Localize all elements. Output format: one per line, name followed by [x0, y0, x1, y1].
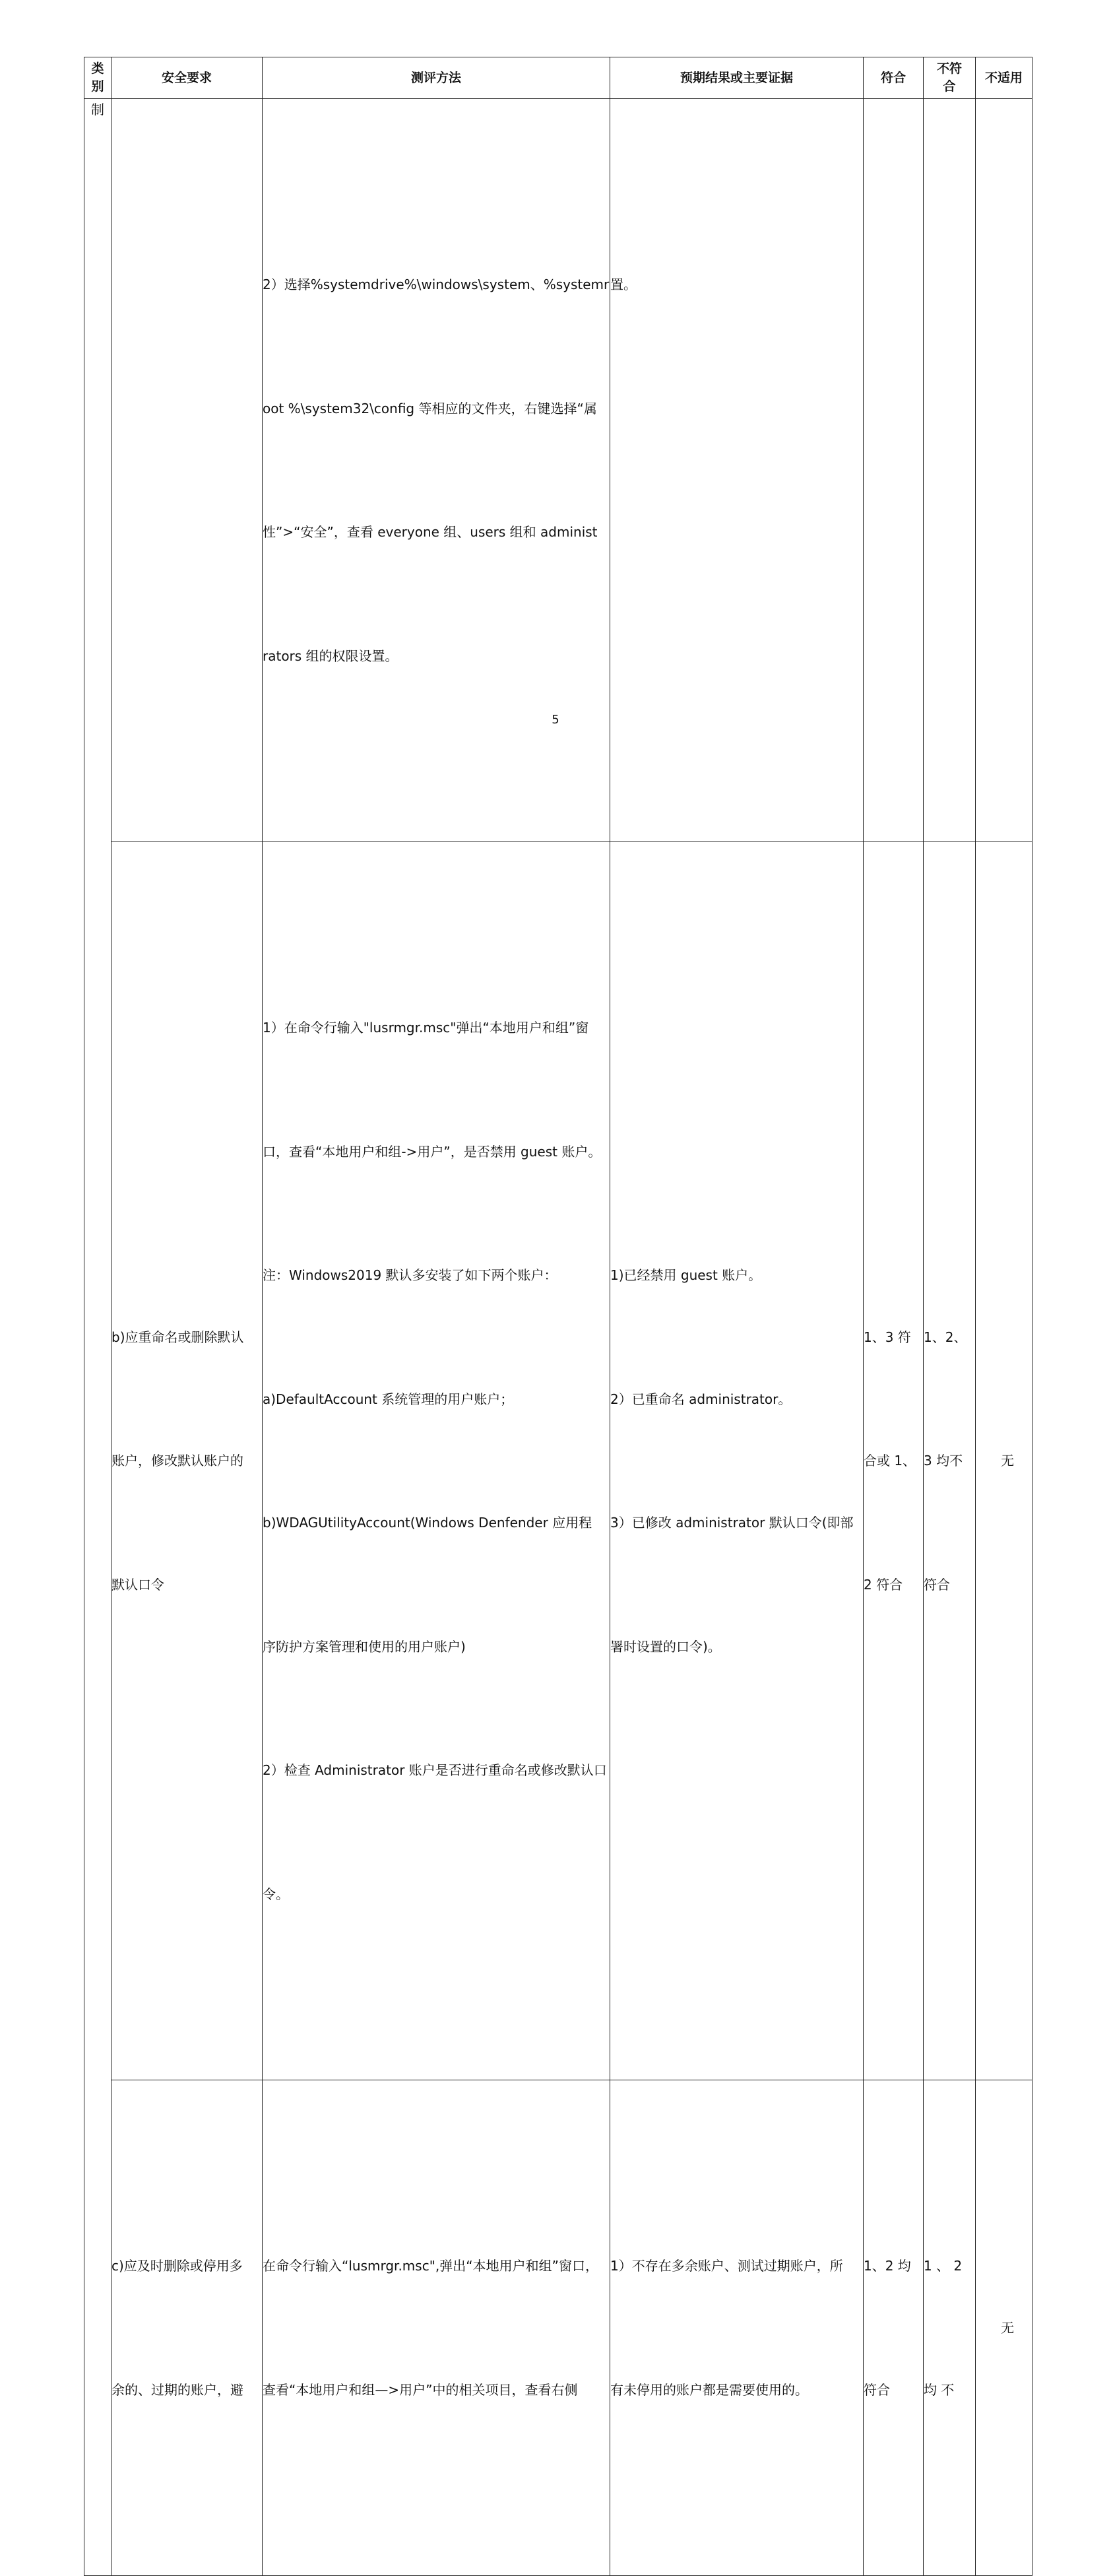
method-line: 2）选择%systemdrive%\windows\system、%systemr: [263, 277, 610, 292]
page-number: 5: [552, 713, 559, 727]
conform-line: 2 符合: [864, 1576, 903, 1593]
requirement-line: 账户，修改默认账户的: [111, 1453, 243, 1469]
method-line: rators 组的权限设置。: [263, 647, 398, 664]
requirement-cell: [111, 842, 263, 2080]
category-text: 制: [91, 102, 104, 117]
nonconform-line: 符合: [924, 1576, 950, 1593]
expected-cell: [610, 99, 864, 842]
method-cell: [263, 842, 610, 2080]
evaluation-table: [84, 57, 1032, 2576]
header-na: 不适用: [976, 57, 1032, 99]
requirement-line: 余的、过期的账户，避: [111, 2381, 243, 2398]
table-row: [84, 99, 1032, 842]
method-line: 序防护方案管理和使用的用户账户): [263, 1638, 466, 1655]
method-cell: [263, 99, 610, 842]
nonconform-cell: [924, 99, 976, 842]
expected-cell: [610, 2080, 864, 2576]
method-line: oot %\system32\config 等相应的文件夹，右键选择“属: [263, 400, 597, 416]
na-text: 无: [1001, 1453, 1015, 1469]
header-expected: 预期结果或主要证据: [610, 57, 864, 99]
method-cell: [263, 2080, 610, 2576]
nonconform-line: 均 不: [924, 2381, 955, 2398]
table-row: [84, 842, 1032, 2080]
expected-line: 1）不存在多余账户、测试过期账户，所: [610, 2258, 843, 2274]
nonconform-cell: [924, 2080, 976, 2576]
conform-line: 1、2 均: [864, 2258, 911, 2274]
method-line: 注：Windows2019 默认多安装了如下两个账户：: [263, 1267, 557, 1283]
expected-cell: [610, 842, 864, 2080]
method-line: 口，查看“本地用户和组->用户”，是否禁用 guest 账户。: [263, 1143, 602, 1160]
table-header-row: [84, 57, 1032, 99]
method-line: 查看“本地用户和组—>用户”中的相关项目，查看右侧: [263, 2381, 578, 2398]
method-line: b)WDAGUtilityAccount(Windows Denfender 应用程: [263, 1515, 592, 1531]
na-cell: [976, 2080, 1032, 2576]
header-nonconform: 不符 合: [924, 57, 976, 99]
method-line: 2）检查 Administrator 账户是否进行重命名或修改默认口: [263, 1762, 607, 1778]
conform-cell: [864, 2080, 924, 2576]
na-cell: [976, 842, 1032, 2080]
requirement-line: 默认口令: [111, 1576, 164, 1593]
requirement-line: c)应及时删除或停用多: [111, 2258, 243, 2274]
conform-cell: [864, 842, 924, 2080]
category-cell: [84, 99, 111, 2576]
method-line: 1）在命令行输入"lusrmgr.msc"弹出“本地用户和组”窗: [263, 1020, 589, 1036]
header-method: 测评方法: [263, 57, 610, 99]
nonconform-cell: [924, 842, 976, 2080]
method-line: 令。: [263, 1886, 289, 1902]
expected-line: 署时设置的口令)。: [610, 1638, 721, 1655]
nonconform-line: 3 均不: [924, 1453, 963, 1469]
expected-line: 2）已重命名 administrator。: [610, 1391, 792, 1407]
nonconform-line: 1 、 2: [924, 2258, 963, 2274]
requirement-cell: [111, 99, 263, 842]
expected-line: 1)已经禁用 guest 账户。: [610, 1267, 762, 1283]
conform-line: 符合: [864, 2381, 890, 2398]
method-line: 在命令行输入“lusmrgr.msc",弹出“本地用户和组”窗口，: [263, 2258, 598, 2274]
conform-line: 合或 1、: [864, 1453, 916, 1469]
header-conform: 符合: [864, 57, 924, 99]
method-line: a)DefaultAccount 系统管理的用户账户；: [263, 1391, 514, 1407]
expected-line: 有未停用的账户都是需要使用的。: [610, 2381, 808, 2398]
conform-line: 1、3 符: [864, 1329, 911, 1345]
method-line: 性”>“安全”，查看 everyone 组、users 组和 administ: [263, 524, 598, 540]
table-row: [84, 2080, 1032, 2576]
na-text: 无: [1001, 2319, 1015, 2336]
expected-line: 3）已修改 administrator 默认口令(即部: [610, 1515, 854, 1531]
na-cell: [976, 99, 1032, 842]
requirement-cell: [111, 2080, 263, 2576]
header-requirement: 安全要求: [111, 57, 263, 99]
nonconform-line: 1、2、: [924, 1329, 967, 1345]
conform-cell: [864, 99, 924, 842]
header-category: 类 别: [84, 57, 111, 99]
requirement-line: b)应重命名或删除默认: [111, 1329, 244, 1345]
expected-line: 置。: [610, 277, 637, 292]
